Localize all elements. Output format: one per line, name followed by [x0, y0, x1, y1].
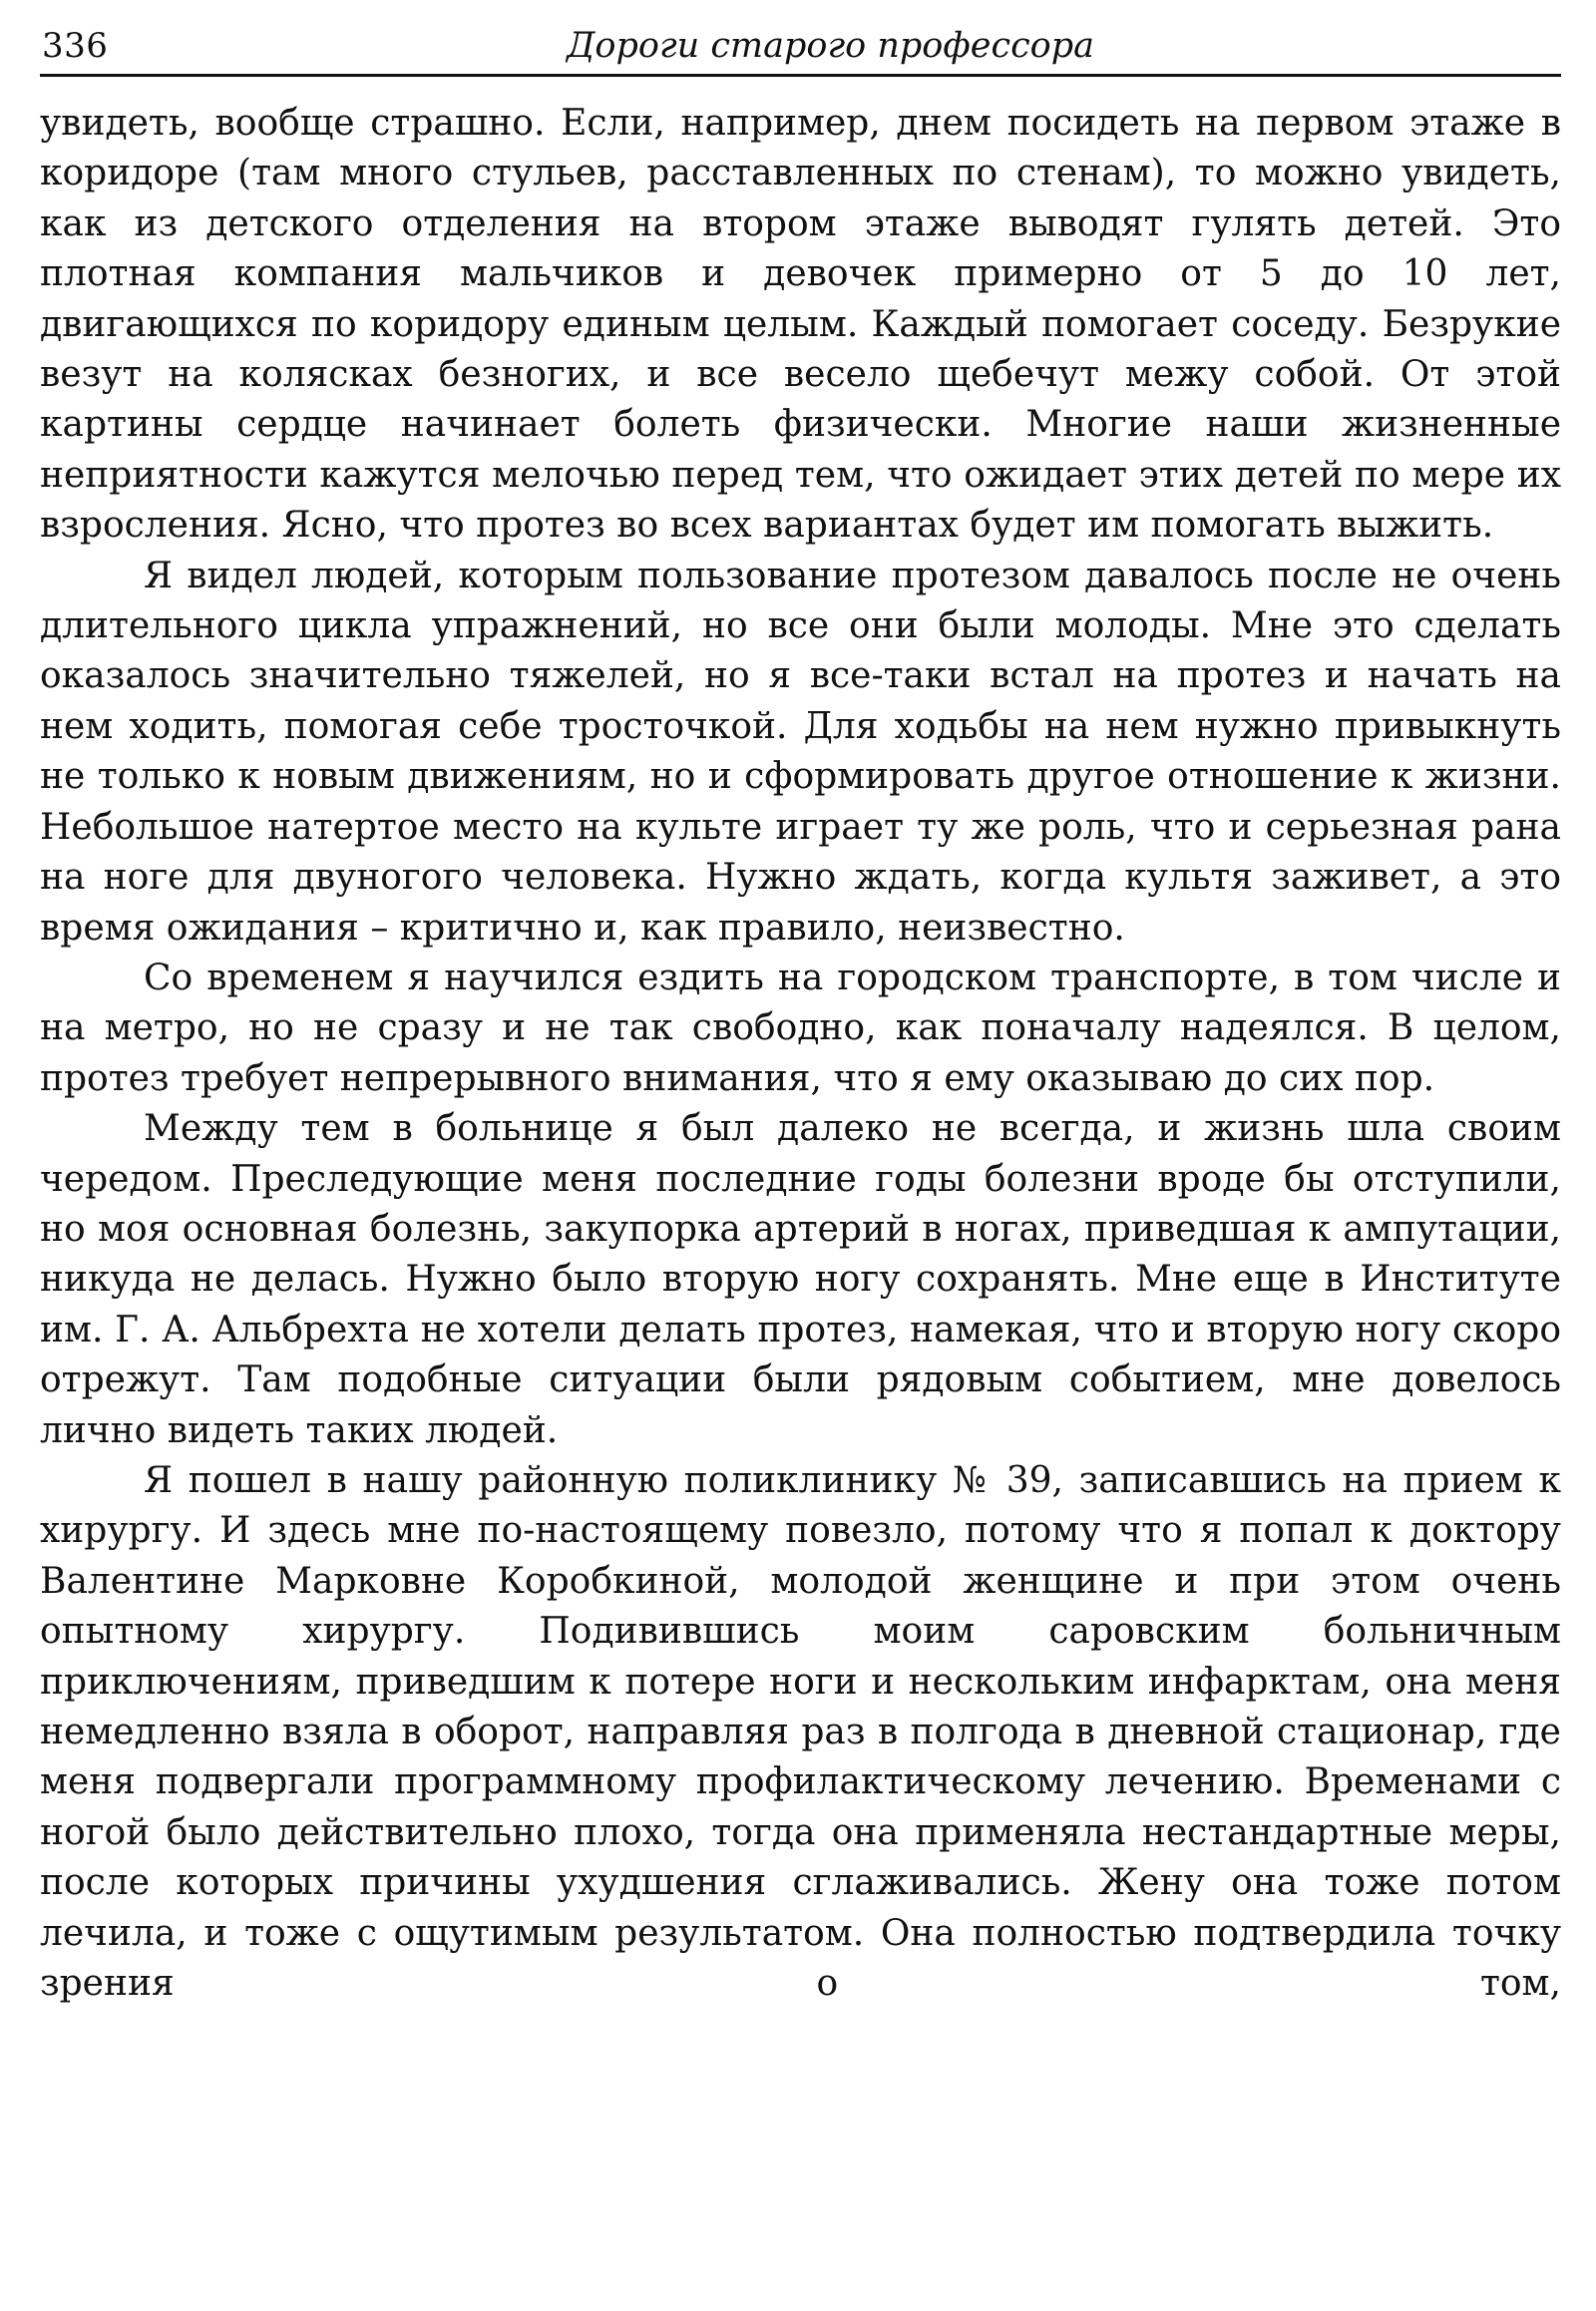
book-page — [40, 22, 1561, 2009]
paragraph-3: Со временем я научился ездить на городском транспорте, в том числе и на метро, но не сразу и не так свободно, как поначалу надеялся. В целом, протез требует непрерывного внимания, что я ему оказываю до сих пор. — [40, 957, 1561, 1099]
paragraph-2: Я видел людей, которым пользование протезом давалось после не очень длительного цикла упражнений, но все они были молоды. Мне это сделать оказалось значительно тяжелей, но я все-таки встал на протез и начать на нем ходить, помогая себе тросточкой. Для ходьбы на нем нужно привыкнуть не только к новым движениям, но и сформировать другое отношение к жизни. Небольшое натертое место на культе играет ту же роль, что и серьезная рана на ноге для двуногого человека. Нужно ждать, когда культя заживет, а это время ожидания – критично и, как правило, неизвестно. — [40, 555, 1561, 949]
paragraph-1: увидеть, вообще страшно. Если, например, днем посидеть на первом этаже в коридоре (там много стульев, расставленных по стенам), то можно увидеть, как из детского отделения на втором этаже выводят гулять детей. Это плотная компания мальчиков и девочек примерно от 5 до 10 лет, двигающихся по коридору единым целым. Каждый помогает соседу. Безрукие везут на колясках безногих, и все весело щебечут межу собой. От этой картины сердце начинает болеть физически. Многие наши жизненные неприятности кажутся мелочью перед тем, что ожидает этих детей по мере их взросления. Ясно, что протез во всех вариантах будет им помогать выжить. — [40, 103, 1561, 547]
running-title: Дороги старого профессора — [566, 26, 1095, 66]
page-number: 336 — [42, 26, 109, 66]
body-text — [40, 99, 1561, 2009]
page-header — [40, 22, 1561, 77]
paragraph-4: Между тем в больнице я был далеко не всегда, и жизнь шла своим чередом. Преследующие меня последние годы болезни вроде бы отступили, но моя основная болезнь, закупорка артерий в ногах, приведшая к ампутации, никуда не делась. Нужно было вторую ногу сохранять. Мне еще в Институте им. Г. А. Альбрехта не хотели делать протез, намекая, что и вторую ногу скоро отрежут. Там подобные ситуации были рядовым событием, мне довелось лично видеть таких людей. — [40, 1108, 1561, 1451]
paragraph-5: Я пошел в нашу районную поликлинику № 39, записавшись на прием к хирургу. И здесь мне по-настоящему повезло, потому что я попал к доктору Валентине Марковне Коробкиной, молодой женщине и при этом очень опытному хирургу. Подивившись моим саровским больничным приключениям, приведшим к потере ноги и нескольким инфарктам, она меня немедленно взяла в оборот, направляя раз в полгода в дневной стационар, где меня подвергали программному профилактическому лечению. Временами с ногой было действительно плохо, тогда она применяла нестандартные меры, после которых причины ухудшения сглаживались. Жену она тоже потом лечила, и тоже с ощутимым результатом. Она полностью подтвердила точку зрения о том, — [40, 1459, 1561, 2005]
